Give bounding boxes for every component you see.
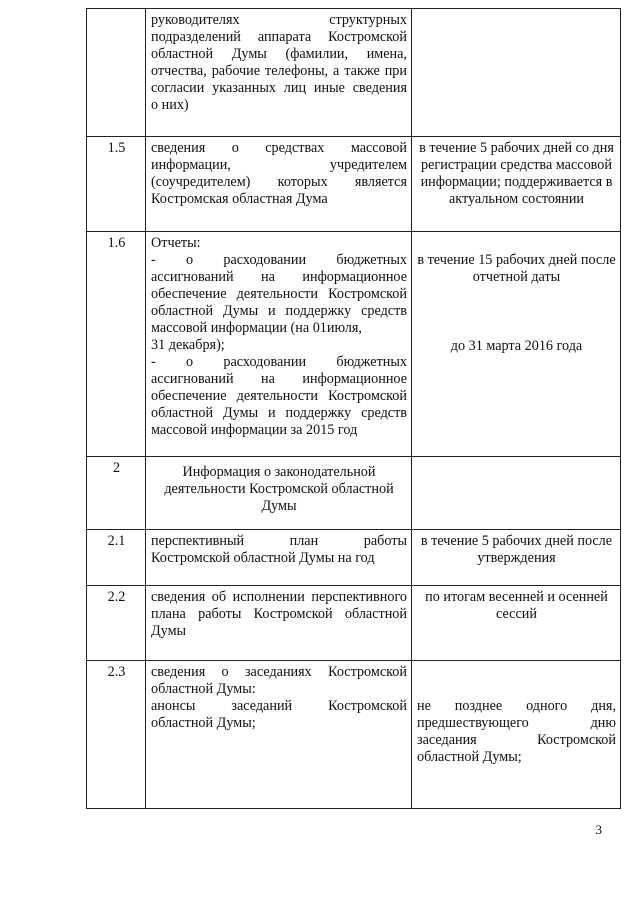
table-row	[87, 661, 621, 809]
term-cell	[412, 9, 621, 137]
term-cell: в течение 5 рабочих дней со дня регистрации средства массовой информации; поддерживается в актуальном состоянии	[412, 137, 621, 232]
description-cell: Отчеты: - о расходовании бюджетных ассигнований на информационное обеспечение деятельности Костромской областной Думы и поддержку средств массовой информации (на 01июля, 31 декабря); - о расходовании бюджетных ассигнований на информационное обеспечение деятельности Костромской областной Думы и поддержку средств массовой информации за 2015 год	[146, 232, 412, 457]
row-number: 2.1	[87, 530, 146, 586]
table-row	[87, 457, 621, 530]
publication-table	[86, 8, 621, 809]
term-report-b: до 31 марта 2016 года	[450, 338, 583, 354]
section-heading-cell	[146, 457, 412, 530]
description-cell: руководителях структурных подразделений аппарата Костромской областной Думы (фамилии, имена, отчества, рабочие телефоны, а также при согласии указанных лиц иные сведения о них)	[146, 9, 412, 137]
term-cell: по итогам весенней и осенней сессий	[412, 586, 621, 661]
row-number: 2.2	[87, 586, 146, 661]
row-number: 2.3	[87, 661, 146, 809]
reports-title: Отчеты:	[151, 235, 201, 251]
table-row	[87, 586, 621, 661]
description-cell: сведения о средствах массовой информации, учредителем (соучредителем) которых является Костромская областная Дума	[146, 137, 412, 232]
term-cell	[412, 232, 621, 457]
term-report-a: в течение 15 рабочих дней после отчетной даты	[417, 252, 616, 285]
table-row	[87, 137, 621, 232]
table-row	[87, 9, 621, 137]
table-row	[87, 232, 621, 457]
page-number: 3	[595, 822, 602, 837]
term-cell	[412, 457, 621, 530]
section-heading: Информация о законодательной деятельности Костромской областной Думы	[164, 464, 394, 514]
description-cell: перспективный план работы Костромской областной Думы на год	[146, 530, 412, 586]
table-row	[87, 530, 621, 586]
row-number-cell	[87, 9, 146, 137]
row-number: 1.5	[87, 137, 146, 232]
row-number: 1.6	[87, 232, 146, 457]
term-cell: не позднее одного дня, предшествующего дню заседания Костромской областной Думы;	[412, 661, 621, 809]
term-cell: в течение 5 рабочих дней после утверждения	[412, 530, 621, 586]
description-cell: сведения о заседаниях Костромской областной Думы: анонсы заседаний Костромской областной Думы;	[146, 661, 412, 809]
section-number: 2	[87, 457, 146, 530]
description-cell: сведения об исполнении перспективного плана работы Костромской областной Думы	[146, 586, 412, 661]
